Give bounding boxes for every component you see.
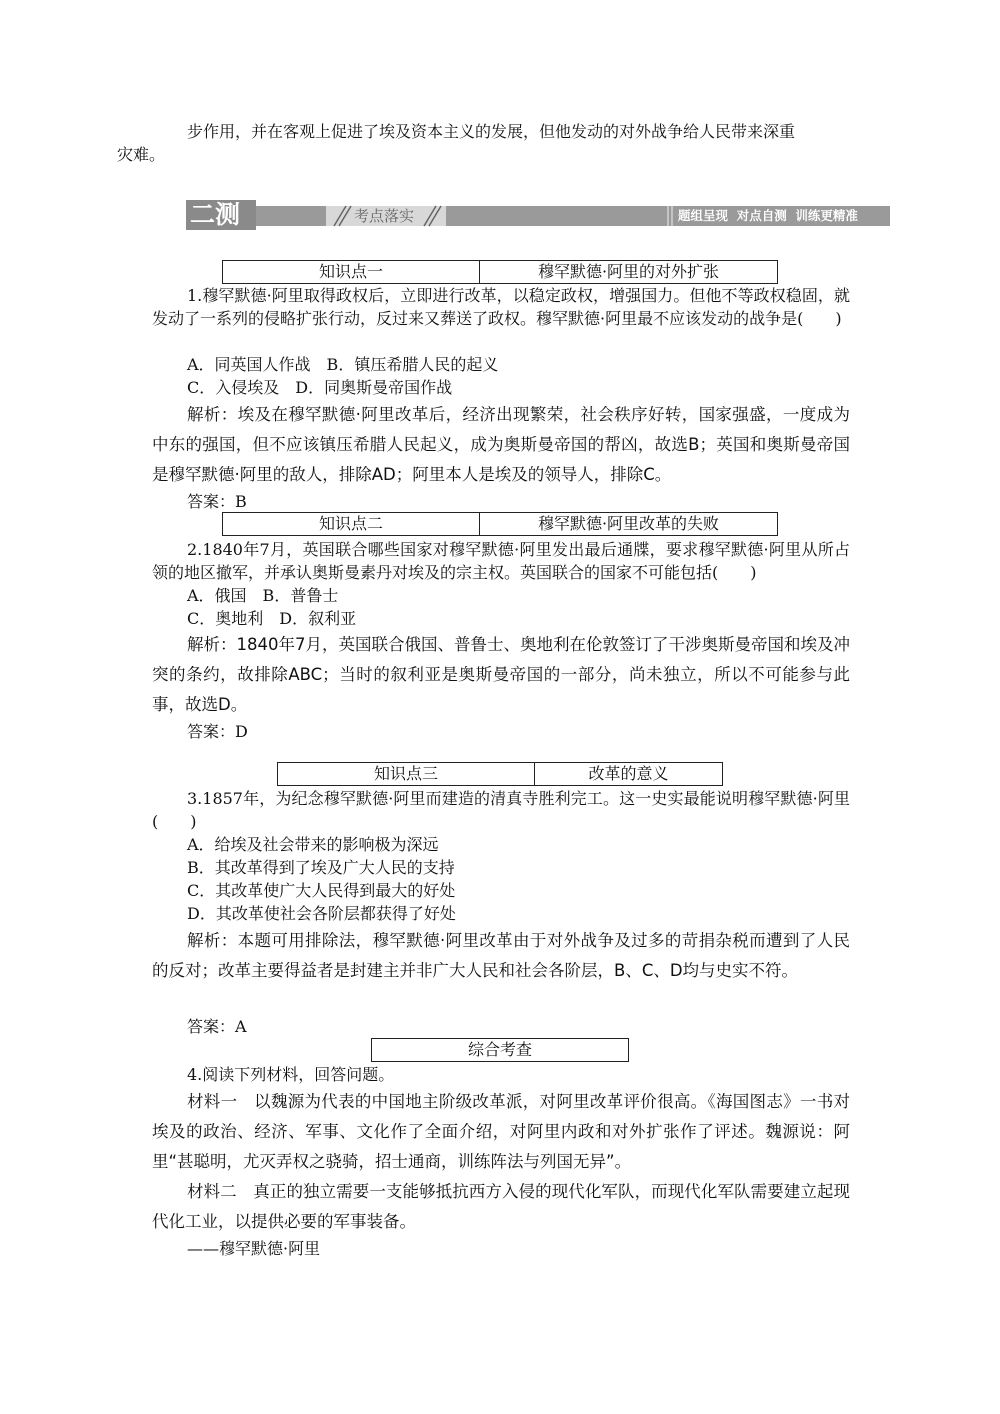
kp-topic: 改革的意义 xyxy=(534,763,722,785)
question-3-option: B．其改革得到了埃及广大人民的支持 xyxy=(187,858,455,877)
question-3-stem: 3.1857年，为纪念穆罕默德·阿里而建造的清真寺胜利完工。这一史实最能说明穆罕默德·阿里( ) xyxy=(152,789,850,831)
question-1-options-cd: C．入侵埃及 D．同奥斯曼帝国作战 xyxy=(187,378,453,397)
kp-label: 知识点二 xyxy=(318,514,383,533)
intro-paragraph xyxy=(117,120,850,166)
question-4-stem: 4.阅读下列材料，回答问题。 xyxy=(187,1065,395,1084)
material-2-source: ——穆罕默德·阿里 xyxy=(187,1239,321,1258)
comprehensive-table xyxy=(371,1038,629,1062)
question-3-option: D．其改革使社会各阶层都获得了好处 xyxy=(187,904,456,923)
question-1-options-ab: A．同英国人作战 B．镇压希腊人民的起义 xyxy=(187,355,499,374)
question-3-option: A．给埃及社会带来的影响极为深远 xyxy=(187,835,439,854)
question-1-stem: 1.穆罕默德·阿里取得政权后，立即进行改革，以稳定政权，增强国力。但他不等政权稳固，就发动了一系列的侵略扩张行动，反过来又葬送了政权。穆罕默德·阿里最不应该发动的战争是( ) xyxy=(152,286,850,328)
question-3-option: C．其改革使广大人民得到最大的好处 xyxy=(187,881,456,900)
question-1-answer: 答案：B xyxy=(187,492,247,511)
banner-badge: 二测 xyxy=(190,200,241,229)
question-3-answer: 答案：A xyxy=(187,1017,247,1036)
question-3-analysis: 解析：本题可用排除法，穆罕默德·阿里改革由于对外战争及过多的苛捐杂税而遭到了人民的反对；改革主要得益者是封建主并非广大人民和社会各阶层，B、C、D均与史实不符。 xyxy=(152,931,850,980)
material-1: 材料一 以魏源为代表的中国地主阶级改革派，对阿里改革评价很高。《海国图志》一书对埃及的政治、经济、军事、文化作了全面介绍，对阿里内政和对外扩张作了评述。魏源说：阿里“甚聪明，尤灭弄权之骁骑，招士通商，训练阵法与列国无异”。 xyxy=(152,1092,850,1171)
kp-label: 综合考查 xyxy=(467,1040,532,1059)
section-banner xyxy=(186,200,890,230)
kp-label: 知识点三 xyxy=(373,764,438,783)
intro-line: 步作用，并在客观上促进了埃及资本主义的发展，但他发动的对外战争给人民带来深重 xyxy=(187,122,796,141)
material-2: 材料二 真正的独立需要一支能够抵抗西方入侵的现代化军队，而现代化军队需要建立起现代化工业，以提供必要的军事装备。 xyxy=(152,1182,850,1231)
question-2-analysis: 解析：1840年7月，英国联合俄国、普鲁士、奥地利在伦敦签订了干涉奥斯曼帝国和埃及冲突的条约，故排除ABC；当时的叙利亚是奥斯曼帝国的一部分，尚未独立，所以不可能参与此事，故选D。 xyxy=(152,635,850,714)
knowledge-point-3-table xyxy=(277,762,723,786)
kp-label: 知识点一 xyxy=(318,262,383,281)
kp-topic: 穆罕默德·阿里的对外扩张 xyxy=(479,261,777,283)
question-1-analysis: 解析：埃及在穆罕默德·阿里改革后，经济出现繁荣，社会秩序好转，国家强盛，一度成为中东的强国，但不应该镇压希腊人民起义，成为奥斯曼帝国的帮凶，故选B；英国和奥斯曼帝国是穆罕默德·阿里的敌人，排除AD；阿里本人是埃及的领导人，排除C。 xyxy=(152,405,850,484)
question-2-answer: 答案：D xyxy=(187,722,248,741)
question-2-options-cd: C．奥地利 D．叙利亚 xyxy=(187,609,357,628)
knowledge-point-1-table xyxy=(222,260,778,284)
question-2-options-ab: A．俄国 B．普鲁士 xyxy=(187,586,339,605)
question-2-stem: 2.1840年7月，英国联合哪些国家对穆罕默德·阿里发出最后通牒，要求穆罕默德·阿里从所占领的地区撤军，并承认奥斯曼素丹对埃及的宗主权。英国联合的国家不可能包括( ) xyxy=(152,540,850,582)
intro-line: 灾难。 xyxy=(117,145,166,164)
knowledge-point-2-table xyxy=(222,512,778,536)
kp-topic: 穆罕默德·阿里改革的失败 xyxy=(479,513,777,535)
banner-slogan: 题组呈现 对点自测 训练更精准 xyxy=(678,208,858,223)
banner-title: 考点落实 xyxy=(354,207,415,225)
